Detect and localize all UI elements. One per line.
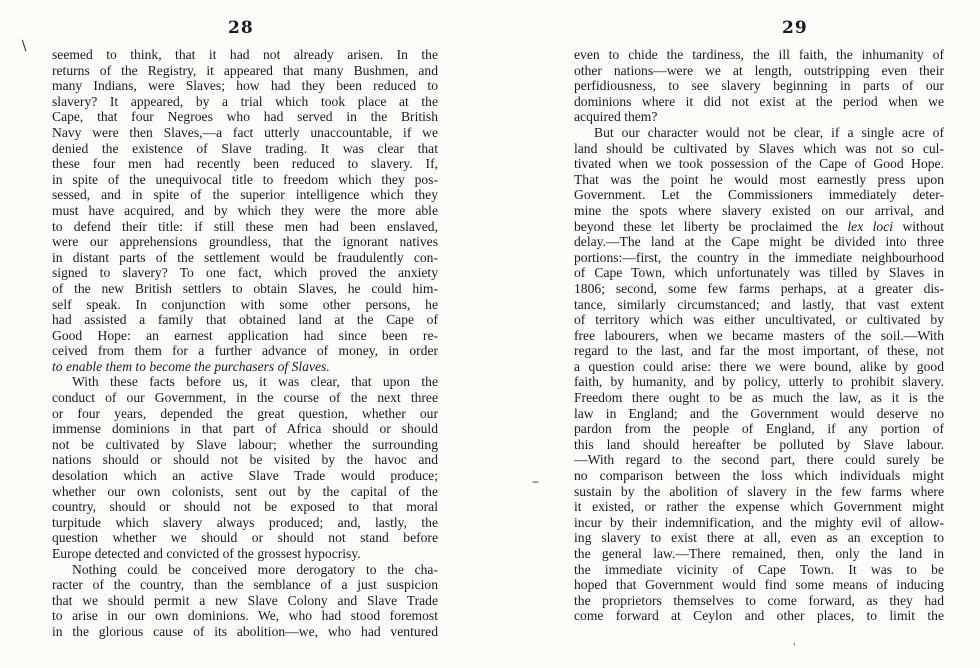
- right-page-text: [574, 47, 944, 624]
- text-line: acquired them?: [574, 109, 658, 125]
- right-page: [490, 0, 980, 668]
- text-line: to arise in our own dominions. We, who had stood foremost: [52, 608, 438, 624]
- text-line: must have acquired, and by which they were the more able: [52, 202, 438, 218]
- text-line: Nothing could be conceived more derogatory to the cha-: [72, 561, 438, 577]
- text-line: Navy were then Slaves,—a fact utterly unaccountable, if we: [52, 124, 438, 140]
- text-line: But our character would not be clear, if a single acre of: [594, 124, 944, 140]
- text-line: this land should hereafter be polluted by Slave labour.: [574, 436, 944, 452]
- text-line: conduct of our Government, in the course of the next three: [52, 390, 438, 406]
- text-line: other nations—were we at length, outstripping even their: [574, 62, 944, 78]
- text-line: the general law.—There remained, then, only the land in: [574, 546, 944, 561]
- text-line: tivated when we took possession of the Cape of Good Hope.: [574, 156, 944, 172]
- text-line: land should be cultivated by Slaves which was not so cul-: [574, 140, 944, 156]
- margin-dash-mark: –: [532, 474, 539, 490]
- text-line: signed to slavery? To one fact, which proved the anxiety: [52, 265, 438, 281]
- text-line: beyond these let liberty be proclaimed the lex loci without: [574, 218, 944, 234]
- text-line: mine the spots where slavery existed on our arrival, and: [574, 202, 944, 218]
- text-line: Freedom there ought to be as much the law, as it is the: [574, 390, 944, 406]
- text-line: were our apprehensions groundless, that the ignorant natives: [52, 234, 438, 250]
- text-line: portions:—first, the country in the immediate neighbourhood: [574, 249, 944, 265]
- text-line: in spite of the unequivocal title to freedom which they pos-: [52, 171, 438, 187]
- text-line: slavery? It appeared, by a trial which took place at the: [52, 93, 438, 109]
- text-line: seemed to think, that it had not already arisen. In the: [52, 47, 438, 62]
- text-line: whether our own colonists, sent out by the capital of the: [52, 483, 438, 499]
- text-line: hoped that Government would find some means of inducing: [574, 577, 944, 593]
- text-line: —With regard to the second part, there could surely be: [574, 452, 944, 468]
- text-line: denied the existence of Slave trading. It was clear that: [52, 140, 438, 156]
- text-line: tance, similarly circumstanced; and lastly, that vast extent: [574, 296, 944, 312]
- text-line: immense dominions in that part of Africa should or should: [52, 421, 438, 437]
- left-page-number: 28: [228, 18, 254, 38]
- text-line: many Indians, were Slaves; how had they been reduced to: [52, 78, 438, 94]
- text-line: no comparison between the loss which individuals might: [574, 468, 944, 484]
- text-line: incur by their indemnification, and the mighty evil of allow-: [574, 514, 944, 530]
- text-line: dominions where it did not exist at the period when we: [574, 93, 944, 109]
- text-line: Europe detected and convicted of the grossest hypocrisy.: [52, 546, 361, 561]
- text-line: Good Hope: an earnest application had since been re-: [52, 327, 438, 343]
- text-line: sessed, and in spite of the superior intelligence which they: [52, 187, 438, 203]
- text-line: returns of the Registry, it appeared that many Bushmen, and: [52, 62, 438, 78]
- text-line: delay.—The land at the Cape might be divided into three: [574, 234, 944, 250]
- text-line: even to chide the tardiness, the ill faith, the inhumanity of: [574, 47, 944, 62]
- text-line: to enable them to become the purchasers of Slaves.: [52, 358, 330, 374]
- text-line: 1806; second, some few farms perhaps, at a greater dis-: [574, 280, 944, 296]
- text-line: regard to the last, and far the most important, of these, not: [574, 343, 944, 359]
- text-line: to defend their title: if still these men had been enslaved,: [52, 218, 438, 234]
- text-line: of the new British settlers to obtain Slaves, he could him-: [52, 280, 438, 296]
- left-page-text: [52, 47, 438, 640]
- margin-tick-mark: /: [17, 38, 31, 54]
- text-line: these four men had recently been reduced to slavery. If,: [52, 156, 438, 172]
- text-line: self speak. In conjunction with some other persons, he: [52, 296, 438, 312]
- right-page-number: 29: [782, 18, 808, 38]
- text-line: That was the point he would most earnestly press upon: [574, 171, 944, 187]
- text-line: perfidiousness, to see slavery beginning in parts of our: [574, 78, 944, 94]
- text-line: With these facts before us, it was clear, that upon the: [72, 374, 438, 390]
- margin-dot-mark: ': [793, 643, 796, 653]
- text-line: the immediate vicinity of Cape Town. It was to be: [574, 561, 944, 577]
- text-line: pardon from the people of England, if any portion of: [574, 421, 944, 437]
- text-line: come forward at Ceylon and other places, to limit the: [574, 608, 944, 624]
- text-line: ing slavery to exist there at all, even as an exception to: [574, 530, 944, 546]
- text-line: turpitude which slavery always produced; and, lastly, the: [52, 514, 438, 530]
- text-line: in the glorious cause of its abolition—we, who had ventured: [52, 623, 438, 639]
- text-line: Cape, that four Negroes who had served in the British: [52, 109, 438, 125]
- text-line: country, should or should not be exposed to that moral: [52, 499, 438, 515]
- text-line: not be cultivated by Slave labour; whether the surrounding: [52, 436, 438, 452]
- text-line: it existed, or rather the expense which Government might: [574, 499, 944, 515]
- text-line: that we should permit a new Slave Colony and Slave Trade: [52, 592, 438, 608]
- text-line: racter of the country, than the semblance of a just suspicion: [52, 577, 438, 593]
- text-line: Government. Let the Commissioners immediately deter-: [574, 187, 944, 203]
- text-line: ceived from them for a further advance of money, in order: [52, 343, 438, 359]
- text-line: sustain by the abolition of slavery in the few farms where: [574, 483, 944, 499]
- text-line: desolation which an active Slave Trade would produce;: [52, 468, 438, 484]
- text-line: had assisted a family that obtained land at the Cape of: [52, 312, 438, 328]
- text-line: law in England; and the Government would deserve no: [574, 405, 944, 421]
- text-line: or four years, depended the great question, whether our: [52, 405, 438, 421]
- text-line: the proprietors themselves to come forward, as they had: [574, 592, 944, 608]
- text-line: free labourers, when we became masters of the soil.—With: [574, 327, 944, 343]
- text-line: faith, by humanity, and by policy, utterly to prohibit slavery.: [574, 374, 944, 390]
- text-line: a question could arise: there we were bound, alike by good: [574, 358, 944, 374]
- text-line: in distant parts of the settlement would be fraudulently con-: [52, 249, 438, 265]
- text-line: nations should or should not be visited by the havoc and: [52, 452, 438, 468]
- text-line: of Cape Town, which unfortunately was tilled by Slaves in: [574, 265, 944, 281]
- text-line: of territory which was either uncultivated, or cultivated by: [574, 312, 944, 328]
- text-line: question whether we should or should not stand before: [52, 530, 438, 546]
